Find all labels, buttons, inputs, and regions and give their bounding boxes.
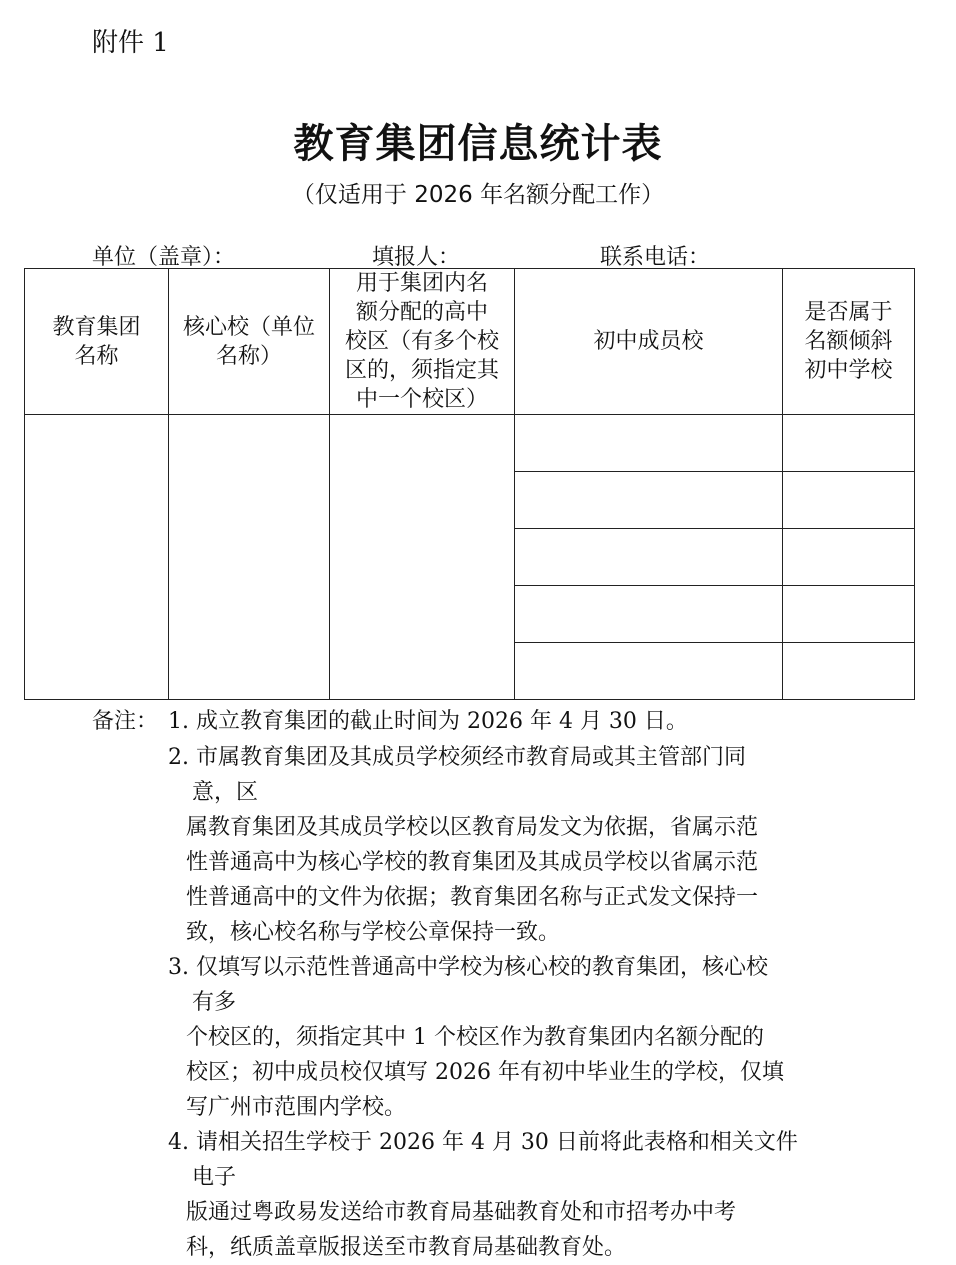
cell-quota-tilt[interactable]	[783, 529, 915, 586]
note-3-line: 校区；初中成员校仅填写 2026 年有初中毕业生的学校，仅填	[186, 1060, 784, 1085]
note-4-line: 版通过粤政易发送给市教育局基础教育处和市招考办中考	[186, 1200, 737, 1225]
page-subtitle: （仅适用于 2026 年名额分配工作）	[291, 182, 665, 208]
note-2-line: 性普通高中的文件为依据；教育集团名称与正式发文保持一	[186, 885, 759, 910]
table-header-row	[25, 269, 915, 415]
note-3-line: 有多	[192, 990, 237, 1015]
cell-junior-member-school[interactable]	[515, 529, 783, 586]
header-junior-member-school: 初中成员校	[515, 269, 783, 415]
cell-junior-member-school[interactable]	[515, 415, 783, 472]
phone-label: 联系电话：	[600, 245, 711, 270]
cell-high-school-campus[interactable]	[330, 415, 515, 700]
note-2-line: 性普通高中为核心学校的教育集团及其成员学校以省属示范	[186, 850, 759, 875]
cell-junior-member-school[interactable]	[515, 472, 783, 529]
cell-quota-tilt[interactable]	[783, 643, 915, 700]
table-row	[25, 415, 915, 472]
notes-label: 备注：	[92, 709, 159, 734]
note-2-line: 2. 市属教育集团及其成员学校须经市教育局或其主管部门同	[168, 745, 746, 770]
cell-group-name[interactable]	[25, 415, 169, 700]
note-3-line: 3. 仅填写以示范性普通高中学校为核心校的教育集团，核心校	[168, 955, 768, 980]
note-3-line: 个校区的，须指定其中 1 个校区作为教育集团内名额分配的	[186, 1025, 764, 1050]
info-table	[24, 268, 915, 700]
cell-junior-member-school[interactable]	[515, 643, 783, 700]
note-2-line: 致，核心校名称与学校公章保持一致。	[186, 920, 561, 945]
note-4-line: 4. 请相关招生学校于 2026 年 4 月 30 日前将此表格和相关文件	[168, 1130, 798, 1155]
cell-core-school[interactable]	[169, 415, 330, 700]
cell-quota-tilt[interactable]	[783, 415, 915, 472]
attachment-label: 附件 1	[92, 28, 169, 58]
page-title: 教育集团信息统计表	[293, 121, 663, 167]
header-quota-tilt: 是否属于 名额倾斜 初中学校	[783, 269, 915, 415]
cell-quota-tilt[interactable]	[783, 472, 915, 529]
cell-junior-member-school[interactable]	[515, 586, 783, 643]
note-4-line: 电子	[192, 1165, 237, 1190]
note-3-line: 写广州市范围内学校。	[186, 1095, 407, 1120]
header-high-school-campus: 用于集团内名 额分配的高中 校区（有多个校 区的，须指定其 中一个校区）	[330, 269, 515, 415]
unit-stamp-label: 单位（盖章）：	[92, 245, 236, 270]
note-1-line: 1. 成立教育集团的截止时间为 2026 年 4 月 30 日。	[168, 709, 688, 734]
note-2-line: 属教育集团及其成员学校以区教育局发文为依据，省属示范	[186, 815, 759, 840]
note-4-line: 科，纸质盖章版报送至市教育局基础教育处。	[186, 1235, 627, 1260]
filler-label: 填报人：	[372, 245, 461, 270]
header-core-school: 核心校（单位 名称）	[169, 269, 330, 415]
header-group-name: 教育集团 名称	[25, 269, 169, 415]
note-2-line: 意，区	[192, 780, 259, 805]
cell-quota-tilt[interactable]	[783, 586, 915, 643]
